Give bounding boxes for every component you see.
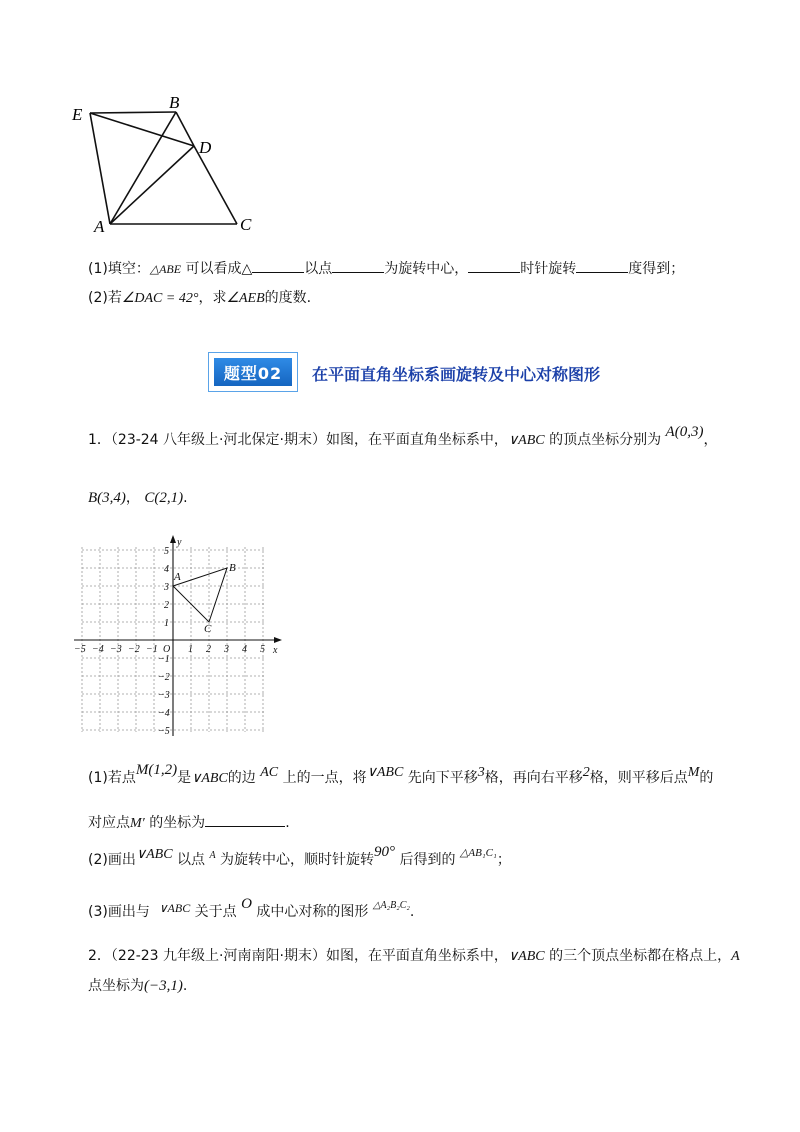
x-axis-arrow xyxy=(274,637,282,643)
label-A: A xyxy=(94,217,105,236)
answer-blank-3[interactable] xyxy=(468,258,520,273)
question-2-intro: 2．（22-23 九年级上·河南南阳·期末）如图，在平面直角坐标系中，∨ABC 的三个顶点坐标都在格点上，A xyxy=(88,948,740,964)
x-tick-4: 4 xyxy=(242,644,247,655)
segment-EA xyxy=(90,113,110,224)
question-1-intro-line2: B(3,4)， C(2,1). xyxy=(88,490,188,506)
y-tick-neg5: −5 xyxy=(158,726,170,737)
section-title: 在平面直角坐标系画旋转及中心对称图形 xyxy=(312,365,601,384)
segment-EB xyxy=(90,112,176,113)
y-tick-5: 5 xyxy=(164,546,169,557)
question-1-part-1-line2: 对应点M′ 的坐标为 . xyxy=(88,812,290,834)
section-badge-label: 题型02 xyxy=(214,358,292,386)
y-tick-1: 1 xyxy=(164,618,169,629)
y-tick-4: 4 xyxy=(164,564,169,575)
segment-AB xyxy=(110,112,176,224)
y-tick-neg3: −3 xyxy=(158,690,170,701)
question-2-line2: 点坐标为(−3,1). xyxy=(88,978,188,994)
y-tick-3: 3 xyxy=(164,582,169,593)
segment-AD xyxy=(110,146,194,224)
y-axis-label: y xyxy=(177,537,182,548)
x-tick-5: 5 xyxy=(260,644,265,655)
point-label-B: B xyxy=(229,562,236,574)
question-1-intro: 1．（23-24 八年级上·河北保定·期末）如图，在平面直角坐标系中，∨ABC 的顶点坐标分别为 A(0,3)， xyxy=(88,424,718,448)
y-axis-arrow xyxy=(170,535,176,543)
y-tick-neg4: −4 xyxy=(158,708,170,719)
x-tick-neg4: −4 xyxy=(92,644,104,655)
y-tick-neg2: −2 xyxy=(158,672,170,683)
triangle-ABC xyxy=(173,568,227,622)
x-tick-neg1: −1 xyxy=(146,644,158,655)
y-tick-neg1: −1 xyxy=(158,654,170,665)
coordinate-grid xyxy=(70,532,290,742)
origin-label: O xyxy=(163,644,171,655)
x-tick-neg2: −2 xyxy=(128,644,140,655)
x-tick-1: 1 xyxy=(188,644,193,655)
question-part-1: (1)填空：△ABE 可以看成△ 以点 为旋转中心， 时针旋转 度得到； xyxy=(88,258,684,279)
question-part-2: (2)若∠DAC = 42°，求∠AEB的度数. xyxy=(88,290,312,306)
segment-DC xyxy=(194,146,237,224)
section-badge xyxy=(208,352,298,392)
answer-blank-2[interactable] xyxy=(332,258,384,273)
y-tick-2: 2 xyxy=(164,600,169,611)
question-1-part-1: (1)若点M(1,2)是∨ABC的边 AC 上的一点，将∨ABC 先向下平移3格，再向右平移2格，则平移后点M的 xyxy=(88,762,714,786)
label-E: E xyxy=(72,105,83,124)
answer-blank-M-prime[interactable] xyxy=(205,812,285,827)
label-C: C xyxy=(240,215,252,234)
answer-blank-1[interactable] xyxy=(252,258,304,273)
x-tick-neg5: −5 xyxy=(74,644,86,655)
label-B: B xyxy=(169,93,180,112)
question-1-part-2: (2)画出∨ABC 以点 $^A$ 为旋转中心，顺时针旋转90° 后得到的 $^{\triangle AB_1C_1}$； xyxy=(88,844,511,868)
point-label-C: C xyxy=(204,623,212,635)
geometry-figure xyxy=(60,90,260,240)
answer-blank-4[interactable] xyxy=(576,258,628,273)
x-tick-neg3: −3 xyxy=(110,644,122,655)
point-label-A: A xyxy=(174,571,181,583)
question-1-part-3: (3)画出与 ∨ABC 关于点 O 成中心对称的图形 $^{\triangle A_2B_2C_2}$. xyxy=(88,896,415,920)
x-tick-2: 2 xyxy=(206,644,211,655)
label-D: D xyxy=(199,138,212,157)
x-axis-label: x xyxy=(273,645,278,656)
x-tick-3: 3 xyxy=(224,644,229,655)
